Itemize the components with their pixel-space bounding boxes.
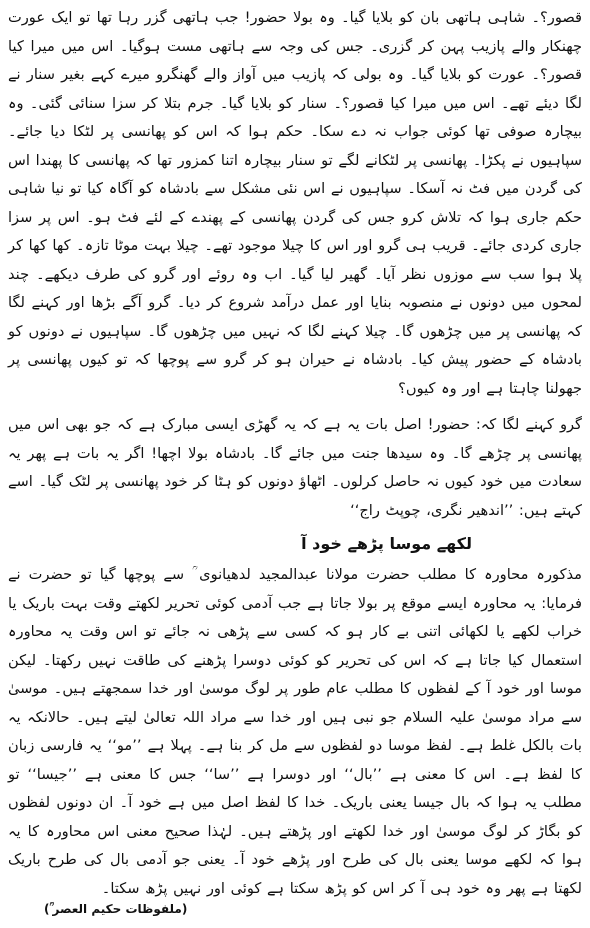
article-paragraph: مذکورہ محاورہ کا مطلب حضرت مولانا عبدالمجید لدھیانوی ؒ سے پوچھا گیا تو حضرت نے فرمایا: یہ محاورہ ایسے موقع پر بولا جاتا ہے جب آدمی کوئی تحریر لکھتے وقت بہت باریک یا خراب لکھے یا لکھائی اتنی بے کار ہو کہ کسی سے پڑھی نہ جائے تو اس وقت یہ محاورہ استعمال کیا جاتا ہے کہ اس کی تحریر کو کوئی دوسرا پڑھنے کی طاقت نہیں رکھتا۔ لیکن موسا اور خود آ کے لفظوں کا مطلب عام طور پر لوگ موسیٰ اور خدا سمجھتے ہیں۔ موسیٰ سے مراد موسیٰ علیہ السلام جو نبی ہیں اور خدا سے مراد اللہ تعالیٰ لیتے ہیں۔ حالانکہ یہ بات بالکل غلط ہے۔ لفظ موسا دو لفظوں سے مل کر بنا ہے۔ پہلا ہے ’’مو‘‘ یہ فارسی زبان کا لفظ ہے۔ اس کا معنی ہے ’’بال‘‘ اور دوسرا ہے ’’سا‘‘ جس کا معنی ہے ’’جیسا‘‘ تو مطلب یہ ہوا کہ بال جیسا یعنی باریک۔ خدا کا لفظ اصل میں ہے خود آ۔ ان دونوں لفظوں کو بگاڑ کر لوگ موسیٰ اور خدا لکھتے اور پڑھتے ہیں۔ لہٰذا صحیح معنی اس محاورہ کا یہ ہوا کہ لکھے موسا یعنی بال کی طرح اور پڑھے خود آ۔ یعنی جو آدمی بال کی طرح باریک لکھتا ہے پھر وہ خود ہی آ کر اس کو پڑھ سکتا ہے کوئی اور نہیں پڑھ سکتا۔ [8, 566, 582, 897]
story-paragraph-1: قصور؟۔ شاہی ہاتھی بان کو بلایا گیا۔ وہ بولا حضور! جب ہاتھی گزر رہا تھا تو ایک عورت چھنکار والے پازیب پہن کر گزری۔ جس کی وجہ سے ہاتھی مست ہوگیا۔ اس میں میرا کیا قصور؟۔ عورت کو بلایا گیا۔ وہ بولی کہ پازیب میں آواز والے گھنگرو میرے کہے بغیر سنار نے لگا دیئے تھے۔ اس میں میرا کیا قصور؟۔ سنار کو بلایا گیا۔ جرم بتلا کر سزا سنائی گئی۔ وہ بیچارہ صوفی تھا کوئی جواب نہ دے سکا۔ حکم ہوا کہ اس کو پھانسی پر لٹکا دیا جائے۔ سپاہیوں نے پکڑا۔ پھانسی پر لٹکانے لگے تو سنار بیچارہ اتنا کمزور تھا کہ پھانسی کا پھندا اس کی گردن میں فٹ نہ آسکا۔ سپاہیوں نے اس نئی مشکل سے بادشاہ کو آگاہ کیا تو نیا شاہی حکم جاری ہوا کہ تلاش کرو جس کی گردن پھانسی کے پھندے کے لئے فٹ ہو۔ اس پر سزا جاری کردی جائے۔ قریب ہی گرو اور اس کا چیلا موجود تھے۔ چیلا بہت موٹا تازہ۔ کھا کھا کر پلا ہوا سب سے موزوں نظر آیا۔ گھیر لیا گیا۔ اب وہ روئے اور گرو کی طرف دیکھے۔ چند لمحوں میں دونوں نے منصوبہ بنایا اور عمل درآمد شروع کر دیا۔ گرو آگے بڑھا اور کہنے لگا کہ پھانسی پر میں چڑھوں گا۔ چیلا کہنے لگا کہ نہیں میں چڑھوں گا۔ سپاہیوں نے دونوں کو بادشاہ کے حضور پیش کیا۔ بادشاہ نے حیران ہو کر گرو سے پوچھا کہ تو کیوں پھانسی پر جھولنا چاہتا ہے اور وہ کیوں؟ [8, 9, 582, 397]
story-paragraph-2: گرو کہنے لگا کہ: حضور! اصل بات یہ ہے کہ یہ گھڑی ایسی مبارک ہے کہ جو بھی اس میں پھانسی پر چڑھے گا۔ وہ سیدھا جنت میں جائے گا۔ بادشاہ بولا اچھا! اگر یہ بات ہے پھر یہ سعادت میں خود کیوں نہ حاصل کرلوں۔ اٹھاؤ دونوں کو ہٹا کر خود پھانسی پر لٹک گیا۔ اسے کہتے ہیں: ’’اندھیر نگری، چوپٹ راج‘‘ [8, 416, 582, 519]
source-citation: (ملفوظات حکیم العصر ؒ) [44, 902, 188, 916]
section-heading: لکھے موسا پڑھے خود آ [301, 534, 472, 553]
document-page [8, 4, 582, 922]
